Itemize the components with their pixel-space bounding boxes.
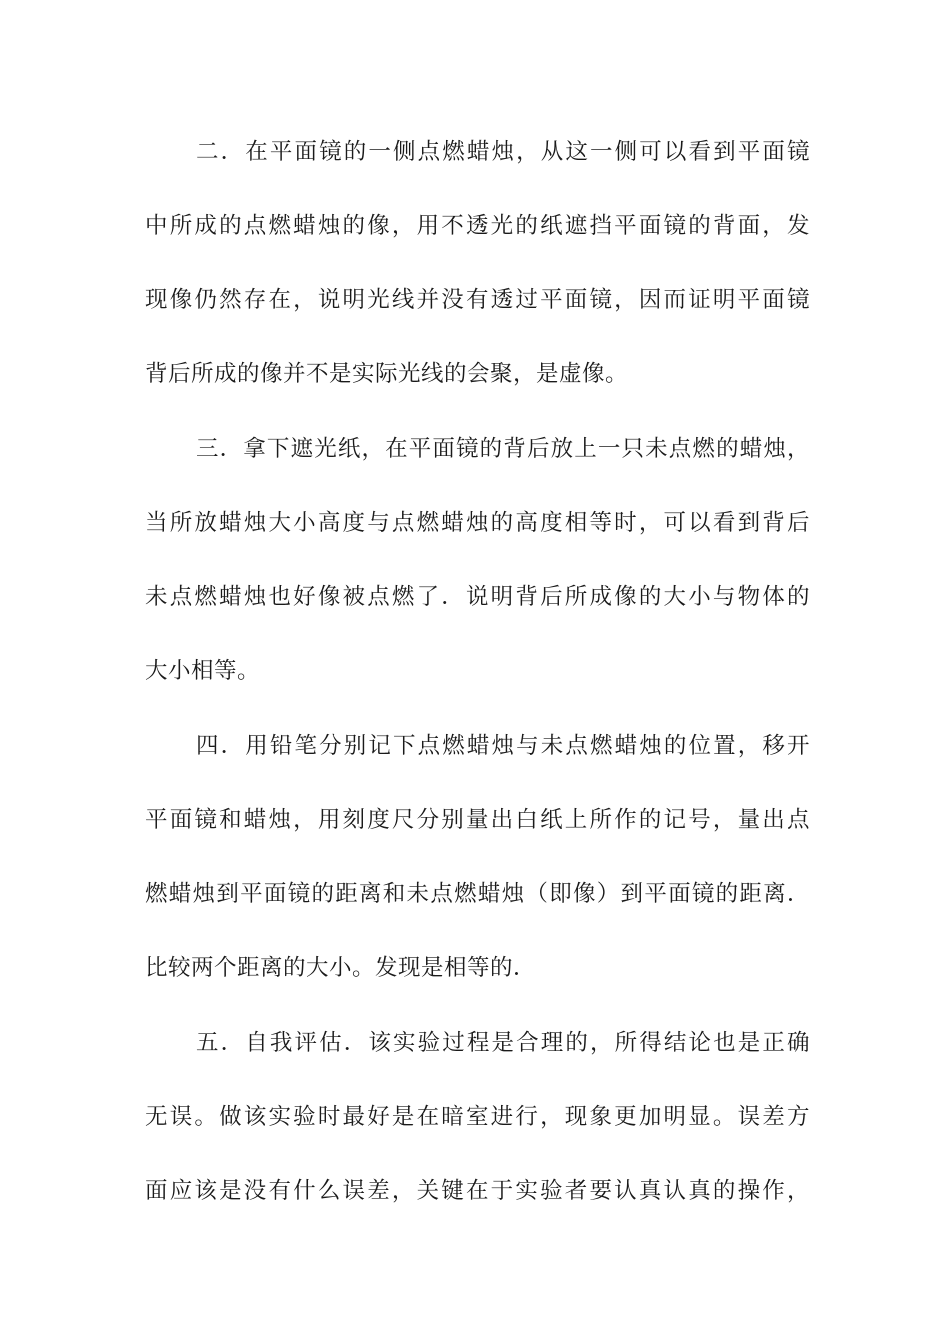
text-line: 五．自我评估．该实验过程是合理的，所得结论也是正确: [196, 1030, 810, 1056]
text-line: 中所成的点燃蜡烛的像，用不透光的纸遮挡平面镜的背面，发: [145, 213, 810, 239]
text-line: 面应该是没有什么误差，关键在于实验者要认真认真的操作，: [145, 1178, 810, 1204]
text-line: 三．拿下遮光纸，在平面镜的背后放上一只未点燃的蜡烛，: [196, 436, 810, 462]
text-line: 无误。做该实验时最好是在暗室进行，现象更加明显。误差方: [145, 1104, 810, 1130]
text-line: 二．在平面镜的一侧点燃蜡烛，从这一侧可以看到平面镜: [196, 139, 810, 165]
text-line: 大小相等。: [145, 658, 261, 684]
text-line: 当所放蜡烛大小高度与点燃蜡烛的高度相等时，可以看到背后: [145, 510, 810, 536]
text-line: 未点燃蜡烛也好像被点燃了．说明背后所成像的大小与物体的: [145, 584, 810, 610]
text-line: 背后所成的像并不是实际光线的会聚，是虚像。: [145, 361, 629, 387]
text-line: 现像仍然存在，说明光线并没有透过平面镜，因而证明平面镜: [145, 287, 810, 313]
text-line: 四．用铅笔分别记下点燃蜡烛与未点燃蜡烛的位置，移开: [196, 733, 810, 759]
text-line: 比较两个距离的大小。发现是相等的．: [145, 955, 537, 981]
text-line: 燃蜡烛到平面镜的距离和未点燃蜡烛（即像）到平面镜的距离．: [145, 881, 810, 907]
text-line: 平面镜和蜡烛，用刻度尺分别量出白纸上所作的记号，量出点: [145, 807, 810, 833]
